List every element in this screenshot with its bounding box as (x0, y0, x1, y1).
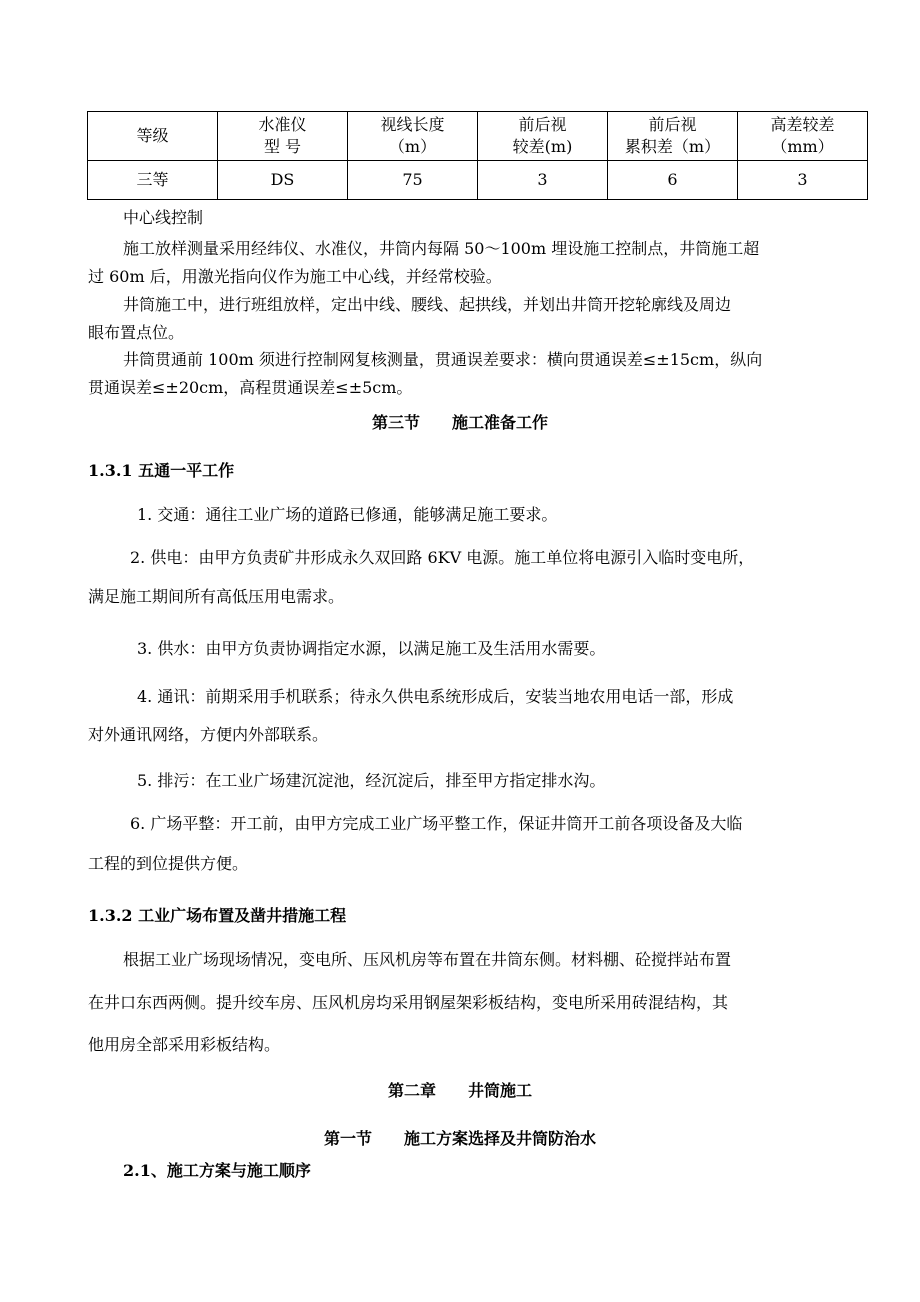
s131-item4-line2: 对外通讯网络，方便内外部联系。 (88, 725, 329, 744)
cell-grade: 三等 (88, 161, 218, 200)
s131-title: 1.3.1 五通一平工作 (88, 461, 235, 480)
s131-item6-line1: 6. 广场平整：开工前，由甲方完成工业广场平整工作，保证井筒开工前各项设备及大临 (130, 814, 743, 833)
centerline-p3-line2: 贯通误差≤±20cm，高程贯通误差≤±5cm。 (88, 378, 413, 397)
cell-sight-length: 75 (348, 161, 478, 200)
chapter2-title: 第二章 井筒施工 (387, 1081, 532, 1100)
centerline-p1-line2: 过 60m 后，用激光指向仪作为施工中心线，并经常校验。 (88, 267, 502, 286)
table-row (88, 161, 868, 200)
section3-title: 第三节 施工准备工作 (371, 413, 548, 432)
table-header-row (88, 112, 868, 161)
header-fb-difference: 前后视 较差(m) (478, 112, 608, 161)
s132-line2: 在井口东西两侧。提升绞车房、压风机房均采用钢屋架彩板结构，变电所采用砖混结构，其 (88, 993, 729, 1012)
s132-title: 1.3.2 工业广场布置及凿井措施工程 (88, 906, 347, 925)
cell-height-diff: 3 (738, 161, 868, 200)
header-sight-length: 视线长度 （m） (348, 112, 478, 161)
centerline-p2-line1: 井筒施工中，进行班组放样，定出中线、腰线、起拱线，并划出井筒开挖轮廓线及周边 (123, 295, 732, 314)
section1-title: 第一节 施工方案选择及井筒防治水 (323, 1129, 596, 1148)
s131-item3: 3. 供水：由甲方负责协调指定水源，以满足施工及生活用水需要。 (137, 639, 606, 658)
centerline-title: 中心线控制 (123, 208, 204, 227)
s132-line3: 他用房全部采用彩板结构。 (88, 1035, 281, 1054)
s131-item4-line1: 4. 通讯：前期采用手机联系；待永久供电系统形成后，安装当地农用电话一部，形成 (137, 687, 734, 706)
centerline-p1-line1: 施工放样测量采用经纬仪、水准仪，井筒内每隔 50～100m 埋设施工控制点，井筒施工超 (123, 239, 760, 258)
header-level-model: 水准仪 型 号 (218, 112, 348, 161)
s131-item5: 5. 排污：在工业广场建沉淀池，经沉淀后，排至甲方指定排水沟。 (137, 771, 606, 790)
cell-fb-cumulative: 6 (608, 161, 738, 200)
s132-line1: 根据工业广场现场情况，变电所、压风机房等布置在井筒东侧。材料棚、砼搅拌站布置 (123, 950, 732, 969)
centerline-p3-line1: 井筒贯通前 100m 须进行控制网复核测量，贯通误差要求：横向贯通误差≤±15cm，纵向 (123, 350, 763, 369)
cell-model: DS (218, 161, 348, 200)
s131-item2-line1: 2. 供电：由甲方负责矿井形成永久双回路 6KV 电源。施工单位将电源引入临时变电所， (130, 548, 755, 567)
cell-fb-difference: 3 (478, 161, 608, 200)
header-height-diff: 高差较差 （mm） (738, 112, 868, 161)
header-grade: 等级 (88, 112, 218, 161)
s21-title: 2.1、施工方案与施工顺序 (123, 1161, 311, 1180)
centerline-p2-line2: 眼布置点位。 (88, 323, 185, 342)
s131-item1: 1. 交通：通往工业广场的道路已修通，能够满足施工要求。 (137, 505, 558, 524)
s131-item2-line2: 满足施工期间所有高低压用电需求。 (88, 587, 345, 606)
s131-item6-line2: 工程的到位提供方便。 (88, 854, 249, 873)
header-fb-cumulative: 前后视 累积差（m） (608, 112, 738, 161)
leveling-spec-table (87, 111, 868, 200)
